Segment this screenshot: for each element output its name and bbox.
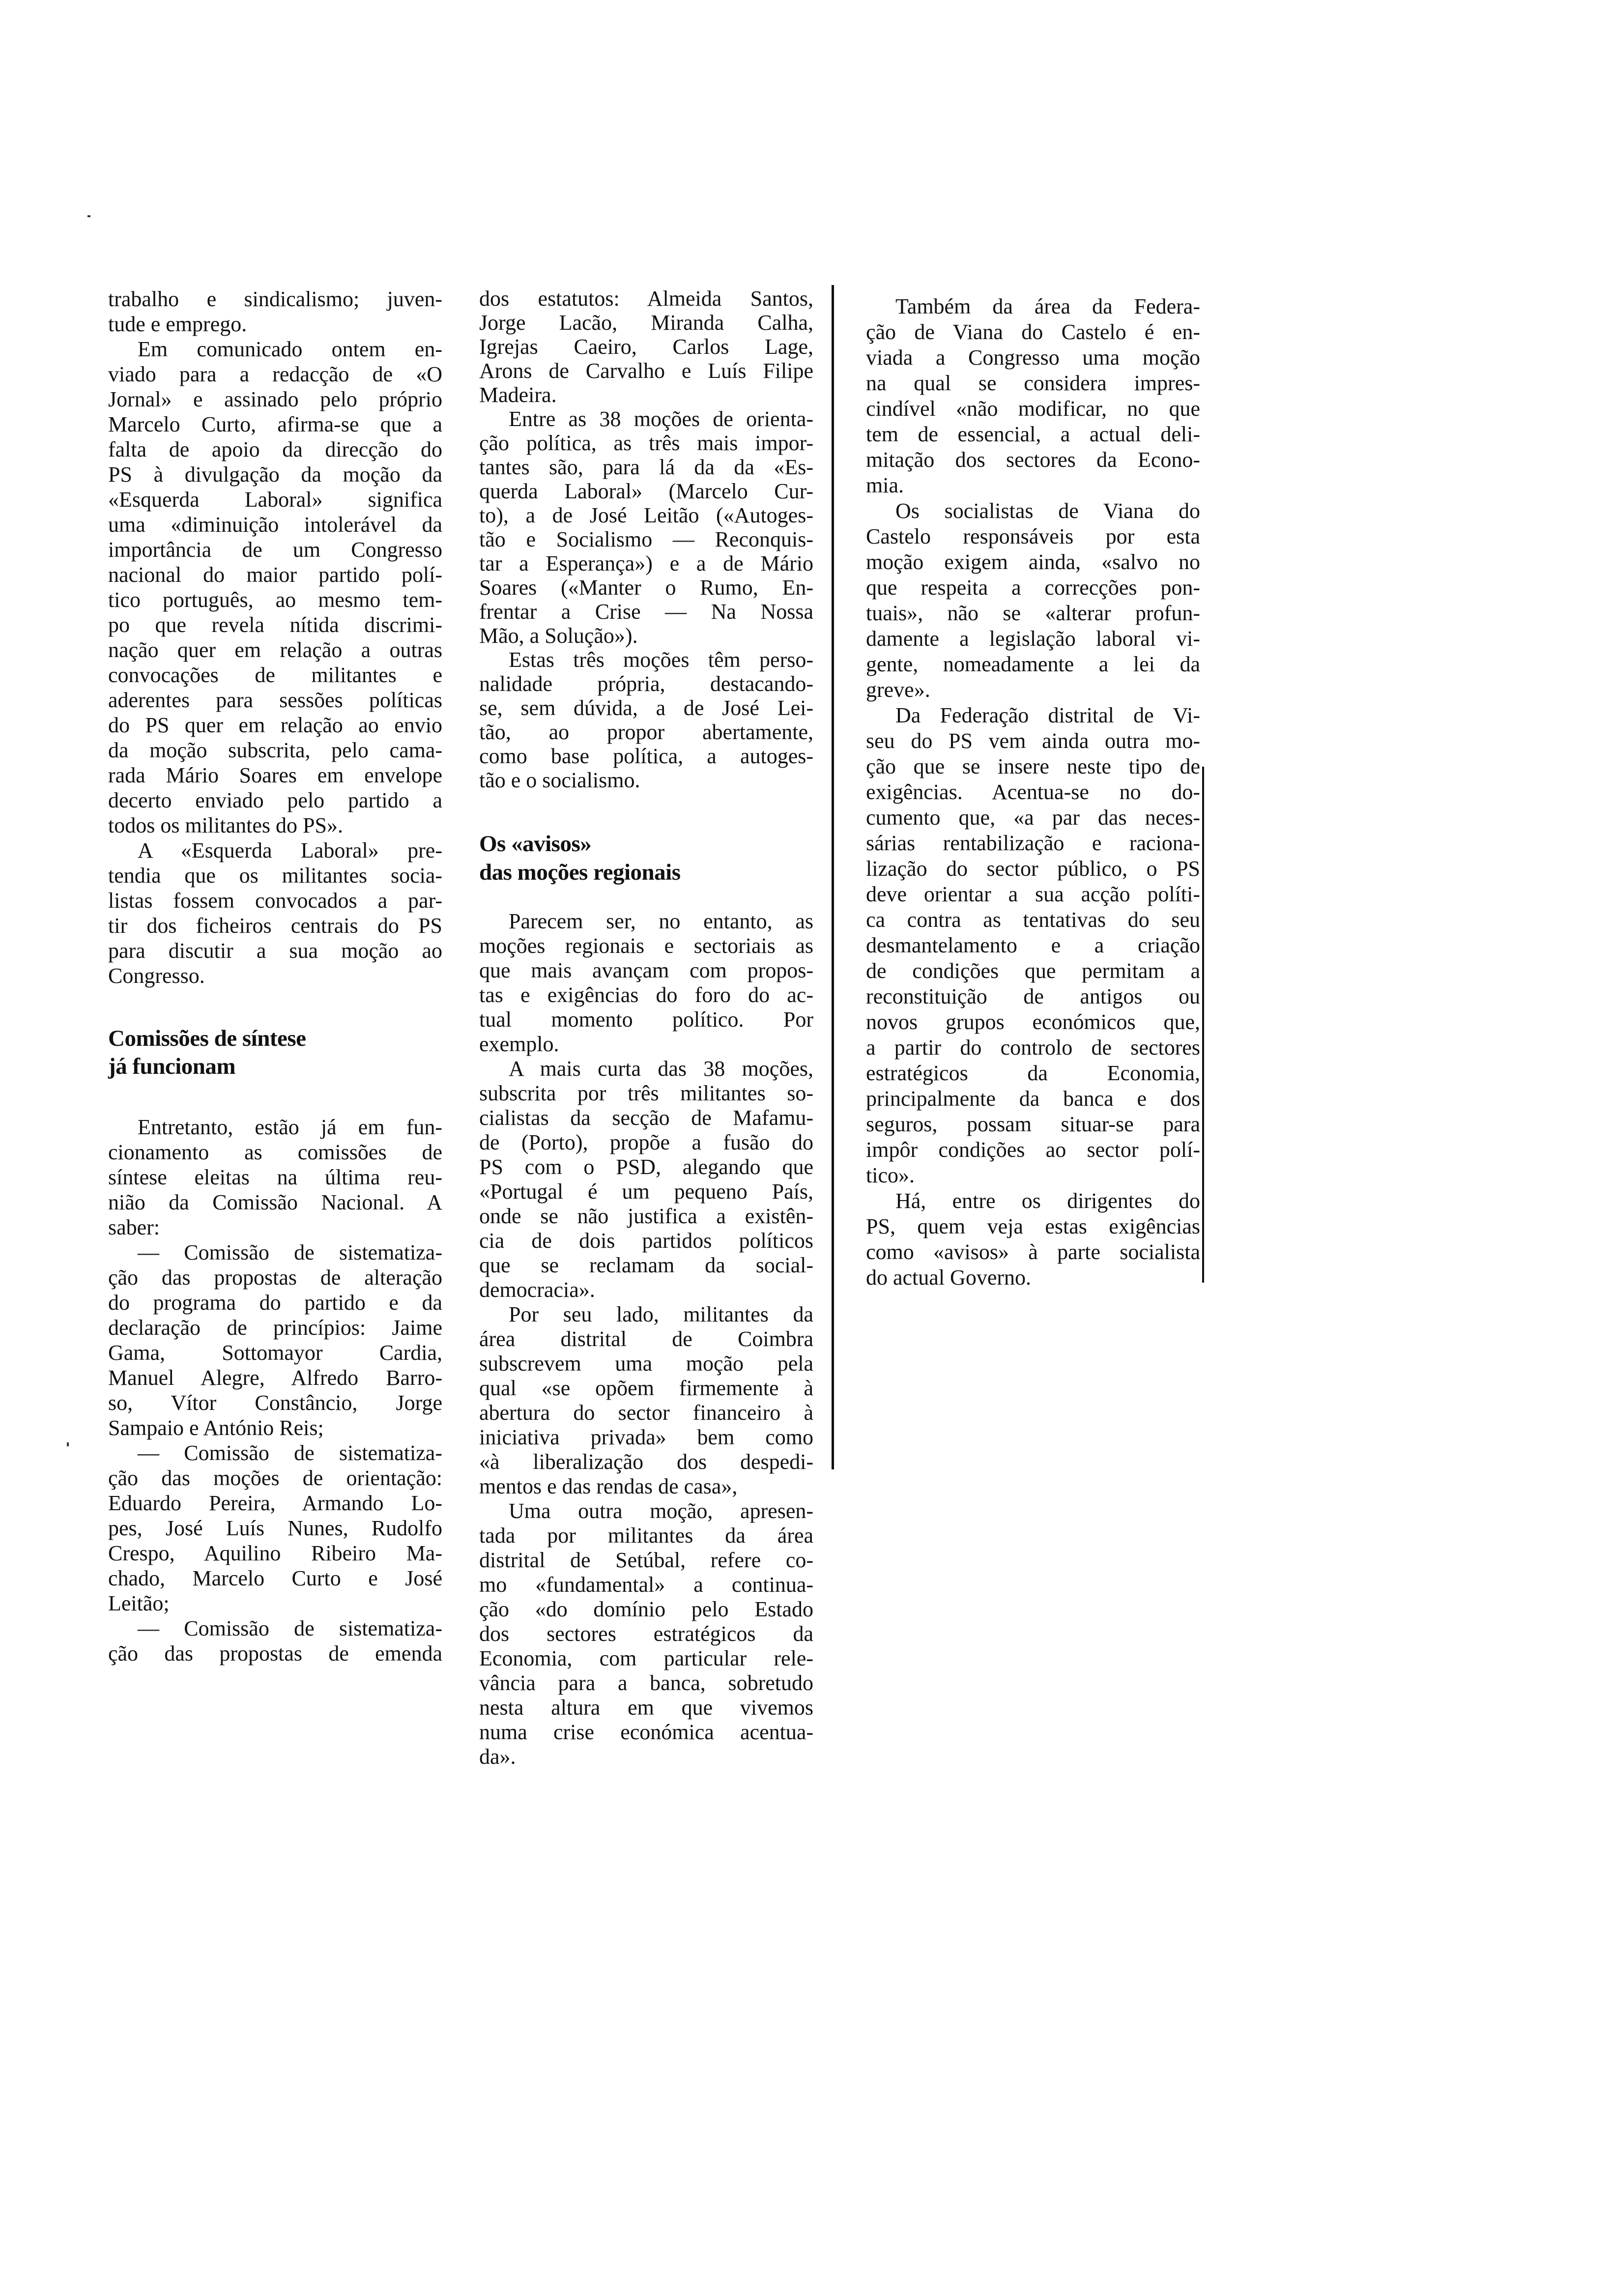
text-line: que respeita a correcções pon- <box>866 575 1200 600</box>
text-line: nação quer em relação a outras <box>108 638 442 662</box>
text-line: qual «se opõem firmemente à <box>479 1376 813 1400</box>
text-line: — Comissão de sistematiza- <box>138 1616 442 1640</box>
text-line: to), a de José Leitão («Autoges- <box>479 503 813 527</box>
text-line: Em comunicado ontem en- <box>138 337 442 361</box>
text-line: mia. <box>866 473 904 497</box>
text-line: moções regionais e sectoriais as <box>479 934 813 958</box>
text-line: do programa do partido e da <box>108 1291 442 1315</box>
text-line: área distrital de Coimbra <box>479 1327 813 1351</box>
text-line: tão e o socialismo. <box>479 768 640 792</box>
text-line: PS à divulgação da moção da <box>108 462 442 487</box>
text-line: Gama, Sottomayor Cardia, <box>108 1341 442 1365</box>
heading-line: das moções regionais <box>479 860 681 885</box>
text-line: deve orientar a sua acção políti- <box>866 882 1200 906</box>
text-line: greve». <box>866 678 930 702</box>
text-line: pes, José Luís Nunes, Rudolfo <box>108 1516 442 1540</box>
text-line: Crespo, Aquilino Ribeiro Ma- <box>108 1541 442 1565</box>
paragraph <box>108 1240 442 1440</box>
text-line: ção das propostas de emenda <box>108 1641 442 1665</box>
text-line: impôr condições ao sector polí- <box>866 1138 1200 1162</box>
text-line: «Esquerda Laboral» significa <box>108 488 442 512</box>
column-divider <box>832 285 834 1469</box>
text-line: ção que se insere neste tipo de <box>866 754 1200 778</box>
text-line: numa crise económica acentua- <box>479 1720 813 1744</box>
text-line: ção das propostas de alteração <box>108 1265 442 1290</box>
text-line: Há, entre os dirigentes do <box>895 1189 1200 1213</box>
text-line: de condições que permitam a <box>866 959 1200 983</box>
text-line: Soares («Manter o Rumo, En- <box>479 575 813 600</box>
text-line: ção de Viana do Castelo é en- <box>866 320 1200 344</box>
text-line: viada a Congresso uma moção <box>866 345 1200 370</box>
text-line: vância para a banca, sobretudo <box>479 1671 813 1695</box>
paragraph <box>108 1616 442 1666</box>
text-line: Parecem ser, no entanto, as <box>509 909 813 933</box>
text-line: ção das moções de orientação: <box>108 1466 442 1490</box>
text-line: tuais», não se «alterar profun- <box>866 601 1200 625</box>
text-line: Mão, a Solução»). <box>479 624 638 648</box>
text-line: Da Federação distrital de Vi- <box>895 703 1200 727</box>
text-line: Eduardo Pereira, Armando Lo- <box>108 1491 442 1515</box>
text-line: — Comissão de sistematiza- <box>138 1441 442 1465</box>
text-line: Leitão; <box>108 1591 170 1615</box>
text-line: da». <box>479 1745 516 1769</box>
text-line: Congresso. <box>108 964 205 988</box>
text-line: A mais curta das 38 moções, <box>509 1057 813 1081</box>
text-line: Também da área da Federa- <box>895 294 1200 318</box>
text-line: mitação dos sectores da Econo- <box>866 448 1200 472</box>
paragraph <box>108 287 442 337</box>
text-line: se, sem dúvida, a de José Lei- <box>479 696 813 720</box>
text-line: listas fossem convocados a par- <box>108 889 442 913</box>
paragraph <box>866 703 1200 1188</box>
text-line: tantes são, para lá da da «Es- <box>479 455 813 479</box>
text-line: nesta altura em que vivemos <box>479 1695 813 1720</box>
text-line: «à liberalização dos despedi- <box>479 1450 813 1474</box>
paragraph <box>866 498 1200 703</box>
text-line: onde se não justifica a existên- <box>479 1204 813 1228</box>
text-line: frentar a Crise — Na Nossa <box>479 600 813 624</box>
text-line: Sampaio e António Reis; <box>108 1416 324 1440</box>
text-line: ção política, as três mais impor- <box>479 431 813 455</box>
text-line: democracia». <box>479 1278 595 1302</box>
text-line: PS com o PSD, alegando que <box>479 1155 813 1179</box>
text-line: seguros, possam situar-se para <box>866 1112 1200 1136</box>
text-line: Economia, com particular rele- <box>479 1646 813 1670</box>
text-line: so, Vítor Constâncio, Jorge <box>108 1391 442 1415</box>
text-line: Manuel Alegre, Alfredo Barro- <box>108 1366 442 1390</box>
text-line: cionamento as comissões de <box>108 1140 442 1164</box>
section-heading <box>479 830 813 887</box>
scan-speck <box>87 215 90 217</box>
paragraph <box>479 287 813 407</box>
text-line: moção exigem ainda, «salvo no <box>866 550 1200 574</box>
text-line: principalmente da banca e dos <box>866 1087 1200 1111</box>
text-line: exemplo. <box>479 1032 559 1056</box>
text-line: estratégicos da Economia, <box>866 1061 1200 1085</box>
text-line: — Comissão de sistematiza- <box>138 1240 442 1264</box>
text-line: dos estatutos: Almeida Santos, <box>479 287 813 311</box>
text-line: gente, nomeadamente a lei da <box>866 652 1200 676</box>
paragraph <box>479 1057 813 1302</box>
text-line: iniciativa privada» bem como <box>479 1425 813 1449</box>
text-line: A «Esquerda Laboral» pre- <box>138 838 442 862</box>
text-line: Por seu lado, militantes da <box>509 1302 813 1326</box>
text-line: tendia que os militantes socia- <box>108 863 442 888</box>
paragraph <box>479 1302 813 1499</box>
text-line: Madeira. <box>479 383 557 407</box>
text-line: tude e emprego. <box>108 312 247 336</box>
text-line: aderentes para sessões políticas <box>108 688 442 712</box>
text-line: trabalho e sindicalismo; juven- <box>108 287 442 311</box>
text-line: abertura do sector financeiro à <box>479 1401 813 1425</box>
text-line: seu do PS vem ainda outra mo- <box>866 729 1200 753</box>
text-line: rada Mário Soares em envelope <box>108 763 442 787</box>
paragraph <box>866 1188 1200 1291</box>
text-line: tem de essencial, a actual deli- <box>866 422 1200 446</box>
text-line: novos grupos económicos que, <box>866 1010 1200 1034</box>
text-line: sárias rentabilização e raciona- <box>866 831 1200 855</box>
text-line: importância de um Congresso <box>108 538 442 562</box>
text-line: convocações de militantes e <box>108 663 442 687</box>
text-line: Igrejas Caeiro, Carlos Lage, <box>479 335 813 359</box>
text-line: Os socialistas de Viana do <box>895 499 1200 523</box>
text-line: tão, ao propor abertamente, <box>479 720 813 744</box>
text-line: Uma outra moção, apresen- <box>509 1499 813 1523</box>
text-line: para discutir a sua moção ao <box>108 939 442 963</box>
paragraph <box>866 294 1200 498</box>
text-line: viado para a redacção de «O <box>108 362 442 386</box>
paragraph <box>479 407 813 648</box>
text-line: po que revela nítida discrimi- <box>108 613 442 637</box>
text-line: tas e exigências do foro do ac- <box>479 983 813 1007</box>
section-heading <box>108 1025 442 1081</box>
text-line: subscrevem uma moção pela <box>479 1351 813 1376</box>
heading-line: Comissões de síntese <box>108 1026 306 1051</box>
text-line: a partir do controlo de sectores <box>866 1035 1200 1060</box>
text-line: todos os militantes do PS». <box>108 813 343 837</box>
text-line: cialistas da secção de Mafamu- <box>479 1106 813 1130</box>
text-line: Marcelo Curto, afirma-se que a <box>108 412 442 436</box>
text-line: querda Laboral» (Marcelo Cur- <box>479 479 813 503</box>
text-line: subscrita por três militantes so- <box>479 1081 813 1105</box>
text-line: tão e Socialismo — Reconquis- <box>479 527 813 551</box>
text-line: cumento que, «a par das neces- <box>866 805 1200 830</box>
text-line: Jorge Lacão, Miranda Calha, <box>479 311 813 335</box>
text-line: saber: <box>108 1215 160 1239</box>
text-line: do PS quer em relação ao envio <box>108 713 442 737</box>
text-line: de (Porto), propõe a fusão do <box>479 1130 813 1154</box>
text-line: que se reclamam da social- <box>479 1253 813 1277</box>
text-line: nalidade própria, destacando- <box>479 672 813 696</box>
text-line: mentos e das rendas de casa», <box>479 1474 738 1498</box>
text-line: da moção subscrita, pelo cama- <box>108 738 442 762</box>
text-line: «Portugal é um pequeno País, <box>479 1179 813 1204</box>
text-line: tico». <box>866 1163 915 1187</box>
text-line: que mais avançam com propos- <box>479 958 813 982</box>
paragraph <box>108 1440 442 1616</box>
text-line: damente a legislação laboral vi- <box>866 627 1200 651</box>
text-line: ção «do domínio pelo Estado <box>479 1597 813 1621</box>
text-line: desmantelamento e a criação <box>866 933 1200 957</box>
heading-line: já funcionam <box>108 1054 236 1079</box>
text-line: chado, Marcelo Curto e José <box>108 1566 442 1590</box>
paragraph <box>108 1115 442 1240</box>
paragraph <box>479 1499 813 1769</box>
paragraph <box>108 337 442 838</box>
text-line: Arons de Carvalho e Luís Filipe <box>479 359 813 383</box>
text-line: síntese eleitas na última reu- <box>108 1165 442 1189</box>
heading-line: Os «avisos» <box>479 831 592 857</box>
text-line: uma «diminuição intolerável da <box>108 513 442 537</box>
text-line: PS, quem veja estas exigências <box>866 1214 1200 1238</box>
text-line: distrital de Setúbal, refere co- <box>479 1548 813 1572</box>
text-line: tir dos ficheiros centrais do PS <box>108 914 442 938</box>
text-line: Estas três moções têm perso- <box>509 648 813 672</box>
text-line: lização do sector público, o PS <box>866 857 1200 881</box>
text-line: tada por militantes da área <box>479 1523 813 1548</box>
text-line: como base política, a autoges- <box>479 744 813 768</box>
text-line: tar a Esperança») e a de Mário <box>479 551 813 575</box>
text-line: nacional do maior partido polí- <box>108 563 442 587</box>
column-divider <box>1202 767 1204 1283</box>
text-line: declaração de princípios: Jaime <box>108 1316 442 1340</box>
text-line: exigências. Acentua-se no do- <box>866 780 1200 804</box>
text-line: mo «fundamental» a continua- <box>479 1573 813 1597</box>
text-line: tual momento político. Por <box>479 1007 813 1032</box>
paragraph <box>479 648 813 792</box>
paragraph <box>479 909 813 1057</box>
text-line: Entre as 38 moções de orienta- <box>509 407 813 431</box>
text-line: decerto enviado pelo partido a <box>108 788 442 812</box>
text-line: reconstituição de antigos ou <box>866 984 1200 1008</box>
text-line: Castelo responsáveis por esta <box>866 524 1200 548</box>
text-line: Jornal» e assinado pelo próprio <box>108 387 442 411</box>
text-line: como «avisos» à parte socialista <box>866 1240 1200 1264</box>
text-line: na qual se considera impres- <box>866 371 1200 395</box>
text-line: cindível «não modificar, no que <box>866 397 1200 421</box>
scan-speck <box>67 1442 69 1446</box>
text-line: Entretanto, estão já em fun- <box>138 1115 442 1139</box>
text-line: cia de dois partidos políticos <box>479 1229 813 1253</box>
text-line: tico português, ao mesmo tem- <box>108 588 442 612</box>
text-line: nião da Comissão Nacional. A <box>108 1190 442 1214</box>
text-line: ca contra as tentativas do seu <box>866 908 1200 932</box>
paragraph <box>108 838 442 988</box>
text-line: falta de apoio da direcção do <box>108 437 442 461</box>
text-line: do actual Governo. <box>866 1265 1031 1290</box>
text-line: dos sectores estratégicos da <box>479 1622 813 1646</box>
